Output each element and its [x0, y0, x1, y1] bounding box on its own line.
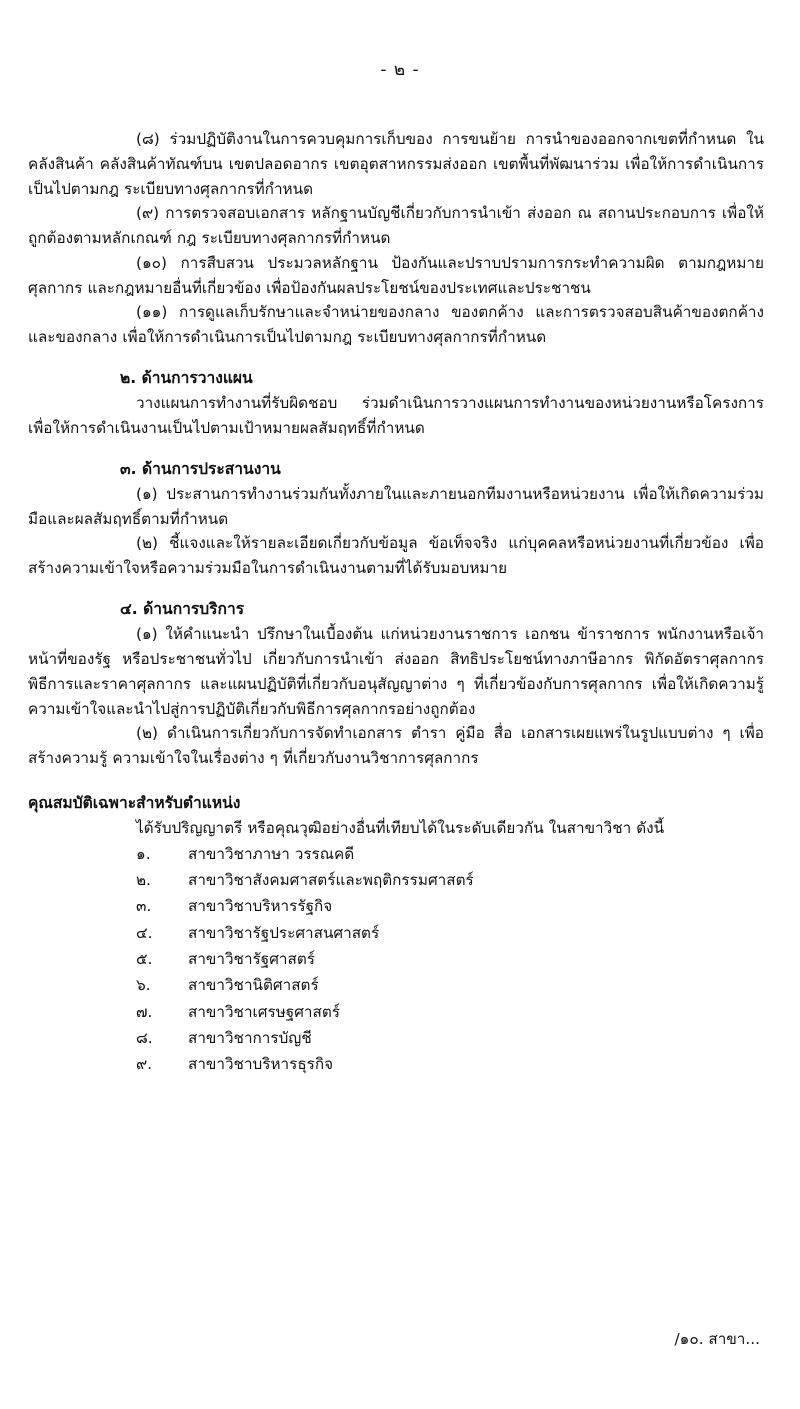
paragraph: (๑๐) การสืบสวน ประมวลหลักฐาน ป้องกันและปราบปรามการกระทำความผิด ตามกฎหมายศุลกากร และกฎหมายอื่นที่เกี่ยวข้อง เพื่อป้องกันผลประโยชน์ของประเทศและประชาชน: [28, 253, 764, 297]
list-item-number: ๕.: [136, 950, 153, 969]
list-item-label: สาขาวิชาเศรษฐศาสตร์: [188, 1002, 340, 1021]
section-heading-planning: ๒. ด้านการวางแผน: [120, 368, 253, 387]
list-item: [28, 999, 764, 1025]
list-item: [28, 893, 764, 919]
list-item-label: สาขาวิชาภาษา วรรณคดี: [188, 844, 355, 863]
list-item-label: สาขาวิชาบริหารธุรกิจ: [188, 1055, 334, 1074]
list-item-number: ๑.: [136, 844, 151, 863]
list-item: [28, 867, 764, 893]
list-item-label: สาขาวิชารัฐประศาสนศาสตร์: [188, 923, 380, 942]
paragraph: (๙) การตรวจสอบเอกสาร หลักฐานบัญชีเกี่ยวกับการนำเข้า ส่งออก ณ สถานประกอบการ เพื่อให้ถูกต้องตามหลักเกณฑ์ กฎ ระเบียบทางศุลกากรที่กำหนด: [28, 204, 764, 248]
document-body: [24, 127, 776, 1078]
list-item: [28, 972, 764, 998]
list-item-label: สาขาวิชาสังคมศาสตร์และพฤติกรรมศาสตร์: [188, 871, 474, 890]
list-item-number: ๓.: [136, 897, 152, 916]
qualification-heading: คุณสมบัติเฉพาะสำหรับตำแหน่ง: [28, 793, 241, 812]
list-item-number: ๖.: [136, 976, 151, 995]
list-item: [28, 841, 764, 867]
list-item: [28, 920, 764, 946]
spacer: [28, 581, 764, 587]
spacer: [28, 441, 764, 447]
spacer: [28, 350, 764, 356]
paragraph: วางแผนการทำงานที่รับผิดชอบ ร่วมดำเนินการวางแผนการทำงานของหน่วยงานหรือโครงการ เพื่อให้การดำเนินงานเป็นไปตามเป้าหมายผลสัมฤทธิ์ที่กำหนด: [28, 394, 764, 437]
list-item-label: สาขาวิชานิติศาสตร์: [188, 976, 319, 995]
paragraph: (๒) ดำเนินการเกี่ยวกับการจัดทำเอกสาร ตำรา คู่มือ สื่อ เอกสารเผยแพร่ในรูปแบบต่าง ๆ เพื่อสร้างความรู้ ความเข้าใจในเรื่องต่าง ๆ ที่เกี่ยวกับงานวิชาการศุลกากร: [28, 724, 764, 768]
qualification-intro: ได้รับปริญญาตรี หรือคุณวุฒิอย่างอื่นที่เทียบได้ในระดับเดียวกัน ในสาขาวิชา ดังนี้: [136, 819, 665, 838]
section-heading-service: ๔. ด้านการบริการ: [120, 599, 245, 618]
paragraph: (๘) ร่วมปฏิบัติงานในการควบคุมการเก็บของ การขนย้าย การนำของออกจากเขตที่กำหนด ในคลังสินค้า คลังสินค้าทัณฑ์บน เขตปลอดอากร เขตอุตสาหกรรมส่งออก เขตพื้นที่พัฒนาร่วม เพื่อให้การดำเนินการเป็นไปตามกฎ ระเบียบทางศุลกากรที่กำหนด: [28, 130, 764, 198]
section-heading-coordination: ๓. ด้านการประสานงาน: [120, 459, 281, 478]
paragraph: (๑) ให้คำแนะนำ ปรึกษาในเบื้องต้น แก่หน่วยงานราชการ เอกชน ข้าราชการ พนักงานหรือเจ้าหน้าที่ของรัฐ หรือประชาชนทั่วไป เกี่ยวกับการนำเข้า ส่งออก สิทธิประโยชน์ทางภาษีอากร พิกัดอัตราศุลกากร พิธีการและราคาศุลกากร และแผนปฏิบัติที่เกี่ยวกับอนุสัญญาต่าง ๆ ที่เกี่ยวข้องกับการศุลกากร เพื่อให้เกิดความรู้ความเข้าใจและนำไปสู่การปฏิบัติเกี่ยวกับพิธีการศุลกากรอย่างถูกต้อง: [28, 625, 764, 718]
page-number: - ๒ -: [380, 60, 420, 80]
paragraph: (๑) ประสานการทำงานร่วมกันทั้งภายในและภายนอกทีมงานหรือหน่วยงาน เพื่อให้เกิดความร่วมมือและผลสัมฤทธิ์ตามที่กำหนด: [28, 484, 764, 528]
qualification-list: [28, 841, 764, 1078]
list-item-number: ๘.: [136, 1028, 153, 1047]
list-item: [28, 1025, 764, 1051]
list-item-label: สาขาวิชารัฐศาสตร์: [188, 950, 315, 969]
list-item-number: ๔.: [136, 923, 153, 942]
list-item-label: สาขาวิชาบริหารรัฐกิจ: [188, 897, 333, 916]
list-item: [28, 1051, 764, 1077]
paragraph: (๒) ชี้แจงและให้รายละเอียดเกี่ยวกับข้อมูล ข้อเท็จจริง แก่บุคคลหรือหน่วยงานที่เกี่ยวข้อง เพื่อสร้างความเข้าใจหรือความร่วมมือในการดำเนินงานตามที่ได้รับมอบหมาย: [28, 534, 764, 578]
list-item: [28, 946, 764, 972]
paragraph: (๑๑) การดูแลเก็บรักษาและจำหน่ายของกลาง ของตกค้าง และการตรวจสอบสินค้าของตกค้างและของกลาง เพื่อให้การดำเนินการเป็นไปตามกฎ ระเบียบทางศุลกากรที่กำหนด: [28, 303, 764, 347]
list-item-label: สาขาวิชาการบัญชี: [188, 1028, 312, 1047]
continuation-note: /๑๐. สาขา...: [674, 1330, 760, 1348]
spacer: [28, 771, 764, 781]
list-item-number: ๒.: [136, 871, 151, 890]
list-item-number: ๗.: [136, 1002, 153, 1021]
list-item-number: ๙.: [136, 1055, 153, 1074]
